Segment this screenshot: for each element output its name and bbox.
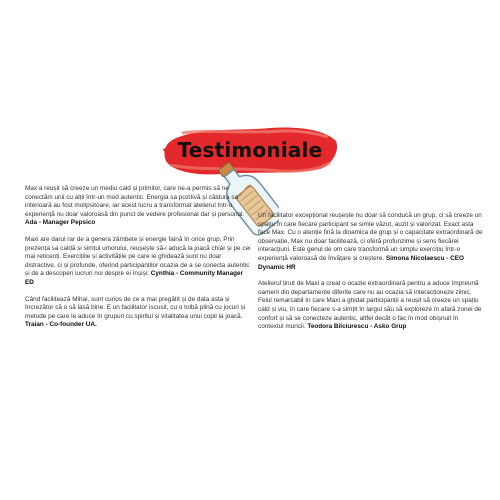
testimonial-text: Maxi are darul rar de a genera zâmbete și energie faină în orice grup. Prin prezența sa caldă și simțul umorului, reușește să-i aducă la joacă chiar și pe cei mai reticenți. Exercițiile și activitățile pe care le ghidează sunt nu doar distractive, ci și profunde, oferind participanților ocazia de a se conecta autentic și de a descoperi lucruri noi despre ei înșiși:: [25, 235, 251, 278]
testimonial-text: Un facilitator excepțional reușește nu doar să conducă un grup, ci să creeze un spațiu în care fiecare participant se simte văzut, auzit și valorizat. Exact asta face Max. Cu o atenție fină la dinamica de grup și o capacitate extraordinară de observație, Max nu doar facilitează, ci oferă profunzime și sens fiecărei interacțiuni. Este genul de om care transformă un simplu exercițiu într-o experiență valoroasă de învățare și creștere.: [258, 212, 483, 262]
testimonial-text: Atelierul ținut de Maxi a creat o ocazie extraordinară pentru a aduce împreună oameni din departamente diferite care nu au ocazia să interacționeze zilnic. Felul remarcabil în care Maxi a ghidat participanții a reușit să creeze un spațiu cald și viu, în care fiecare s-a simțit în largul său să exploreze în afară zonei de confort și să se conecteze autentic, altfel decât o fac în mod obișnuit în contextul muncii.: [258, 280, 482, 331]
testimonial-text: Când facilitează Mihai, sunt curios de ce a mai pregătit și de data asta și încrezător că o să lasă bine. E un facilitator iscusit, cu o tolbă plină cu jocuri și metode pe care le aduce în grupuri cu spiritul și vitalitatea unui copil la joacă.: [25, 295, 246, 320]
page-title: Testimoniale: [177, 138, 323, 162]
testimonial-author: Teodora Bilciurescu - Asko Grup: [307, 323, 407, 331]
testimonials-right-column: [258, 212, 485, 340]
testimonials-left-column: [25, 185, 251, 338]
testimonial-author: Ada - Manager Pepsico: [25, 219, 96, 227]
testimonial-text: Max a reușit să creeze un mediu cald și primitor, care ne-a permis să ne conectăm unii cu alții într-un mod autentic. Energia sa pozitivă și căldura sa interioară au fost molipsitoare, iar acest lucru a transformat atelierul într-o experiență nu doar valoroasă din punct de vedere profesional dar și personal.: [25, 185, 245, 218]
testimonial: [258, 280, 485, 332]
testimonial-author: Traian - Co-founder UA.: [25, 321, 97, 329]
testimonial-author: Simona Nicolaescu - CEO Dynamic HR: [258, 254, 465, 271]
testimonial: [25, 296, 251, 330]
testimonial-author: Cynthia - Community Manager ED: [25, 270, 244, 286]
testimonial: [258, 212, 485, 272]
testimonial: [25, 185, 251, 228]
testimonial: [25, 236, 251, 288]
